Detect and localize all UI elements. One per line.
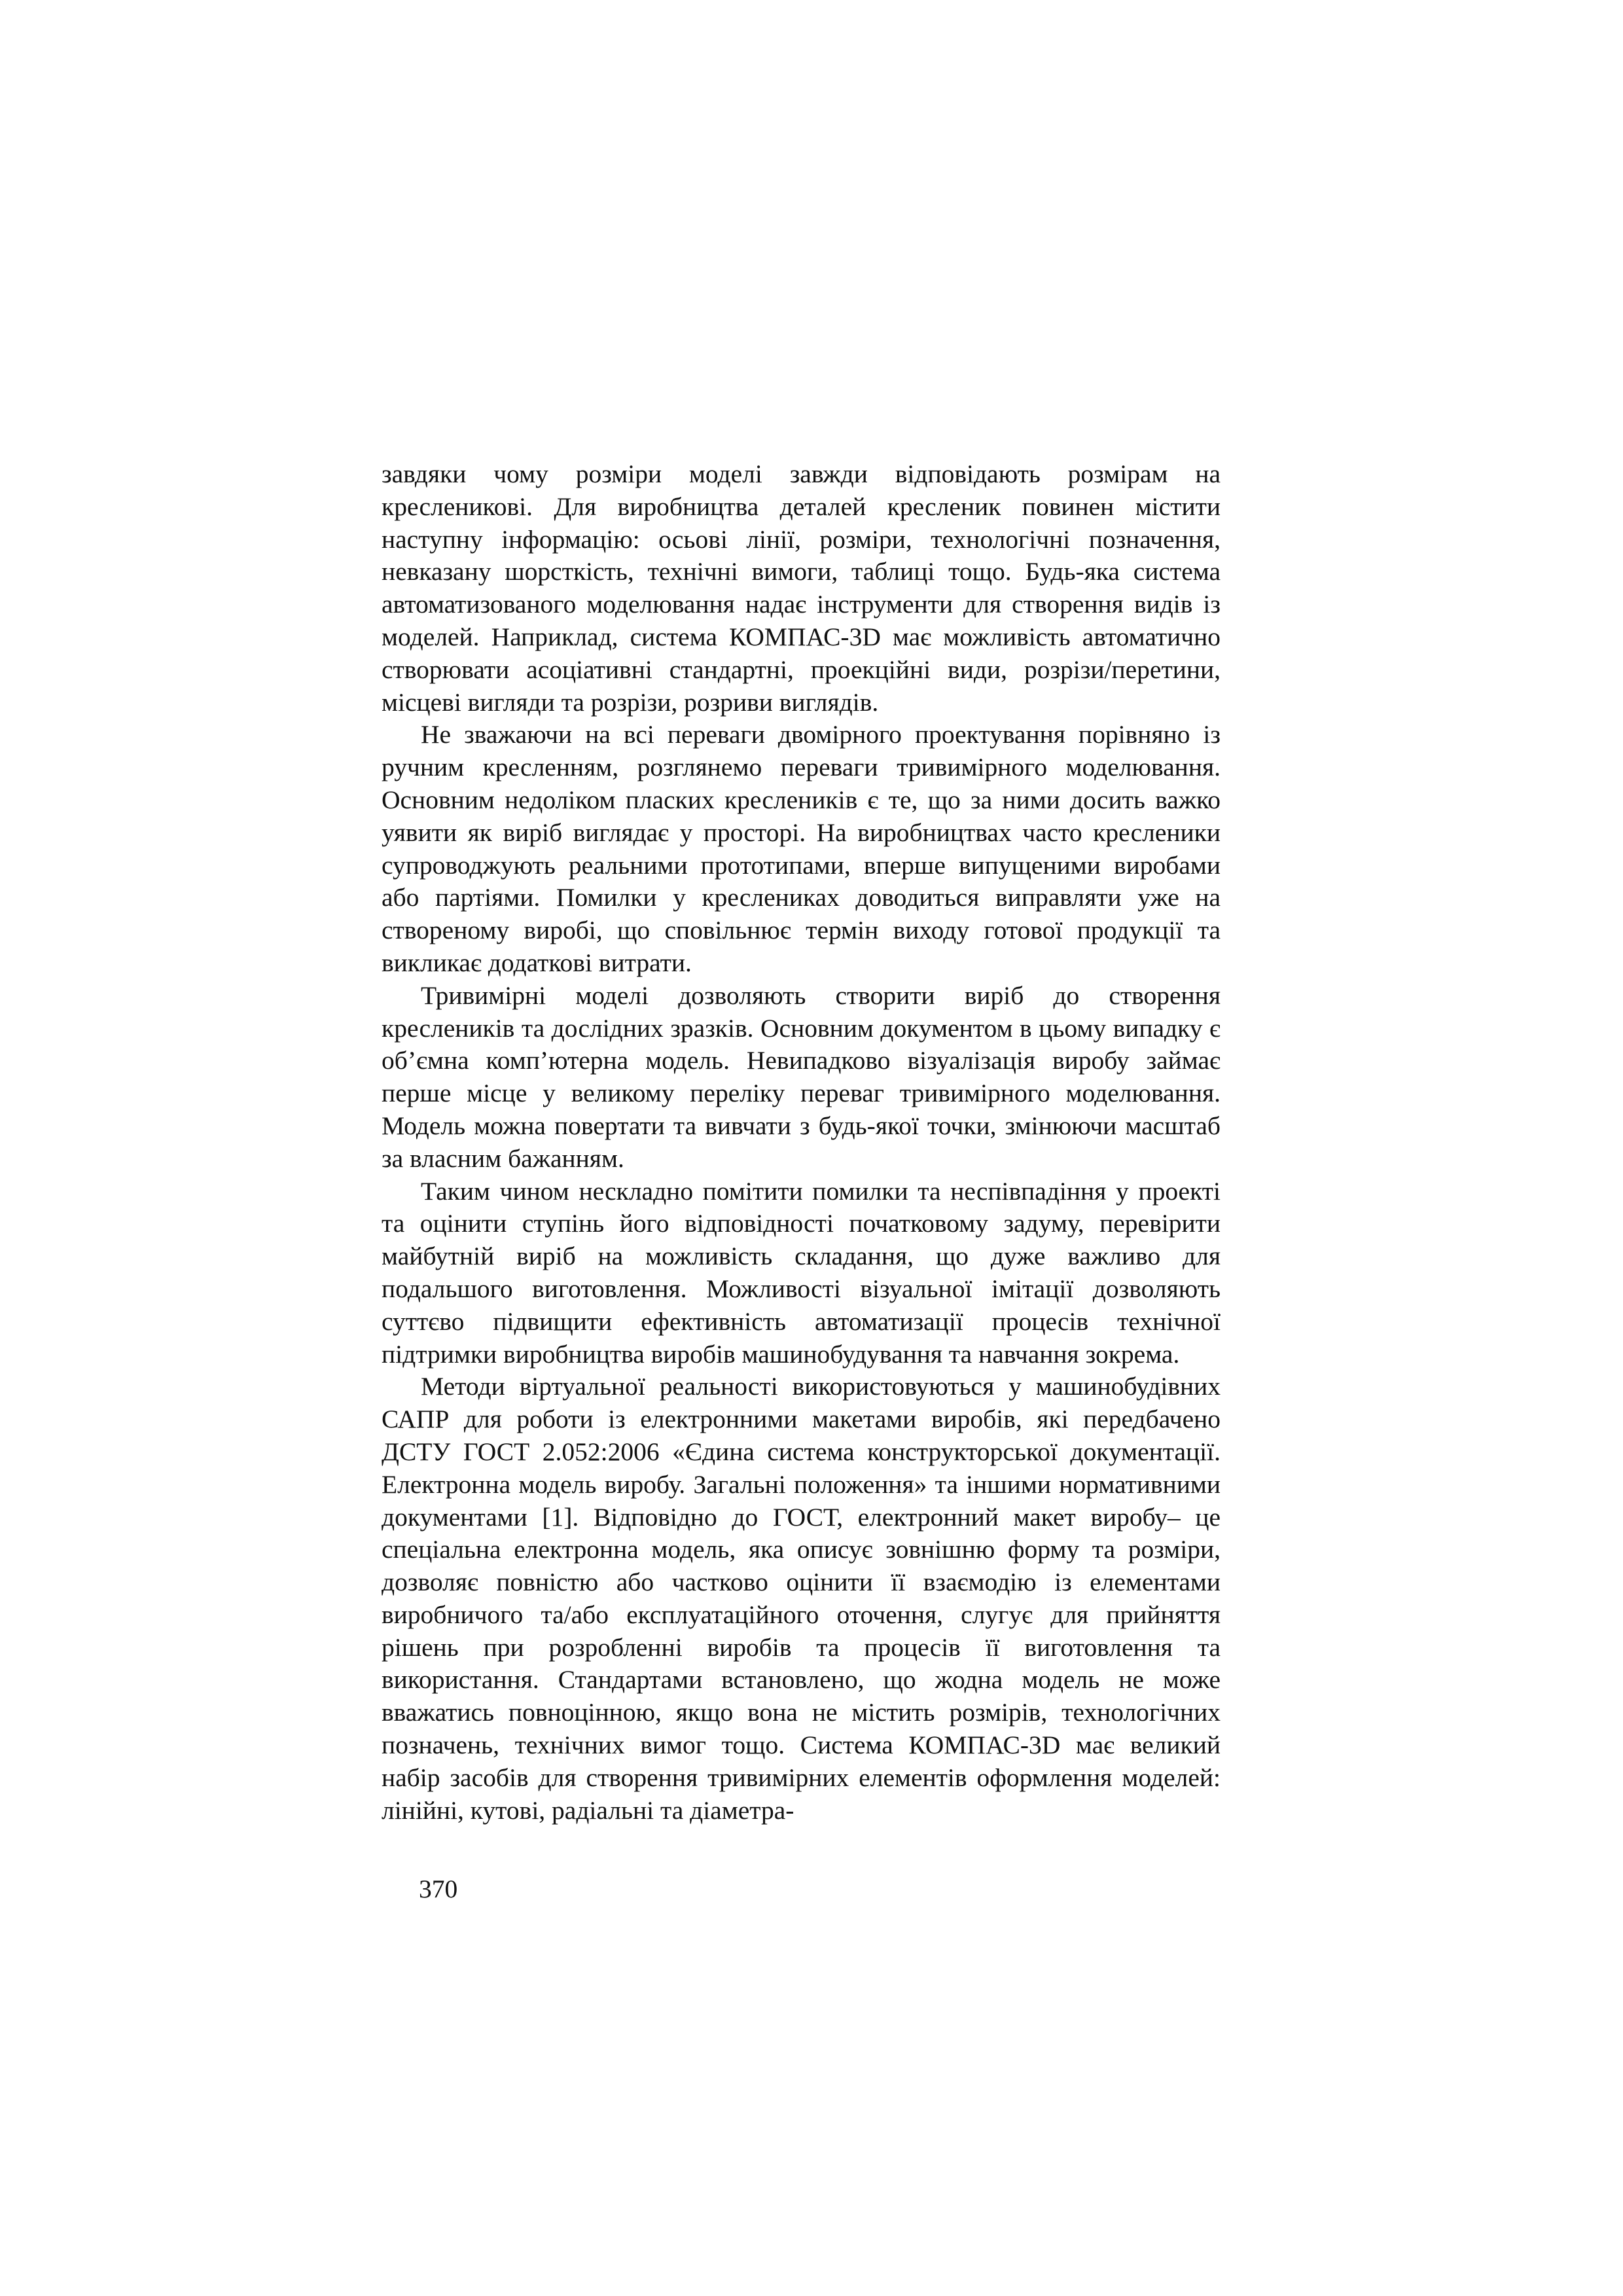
- paragraph-1: завдяки чому розміри моделі завжди відповідають розмірам на креслениковi. Для виробництва деталей кресленик повинен містити наступну інформацію: осьові лінії, розміри, технологічні позначення, невказану шорсткість, технічні вимоги, таблиці тощо. Будь-яка система автоматизованого моделювання надає інструменти для створення видів із моделей. Наприклад, система КОМПАС-3D має можливість автоматично створювати асоціативні стандартні, проекційні види, розрізи/перетини, місцеві вигляди та розрізи, розриви виглядів.: [382, 459, 1221, 717]
- page-number: 370: [419, 1874, 458, 1903]
- paragraph-2: Не зважаючи на всі переваги двомірного проектування порівняно із ручним кресленням, розглянемо переваги тривимірного моделювання. Основним недоліком пласких креслеників є те, що за ними досить важко уявити як виріб виглядає у просторі. На виробництвах часто кресленики супроводжують реальними прототипами, вперше випущеними виробами або партіями. Помилки у креслениках доводиться виправляти уже на створеному виробі, що сповільнює термін виходу готової продукції та викликає додаткові витрати.: [382, 720, 1221, 977]
- paragraph-5: Методи віртуальної реальності використовуються у машинобудівних САПР для роботи із електронними макетами виробів, які передбачено ДСТУ ГОСТ 2.052:2006 «Єдина система конструкторської документації. Електронна модель виробу. Загальні положення» та іншими нормативними документами [1]. Відповідно до ГОСТ, електронний макет виробу– це спеціальна електронна модель, яка описує зовнішню форму та розміри, дозволяє повністю або частково оцінити її взаємодію із елементами виробничого та/або експлуатаційного оточення, слугує для прийняття рішень при розробленні виробів та процесів її виготовлення та використання. Стандартами встановлено, що жодна модель не може вважатись повноцінною, якщо вона не містить розмірів, технологічних позначень, технічних вимог тощо. Система КОМПАС-3D має великий набір засобів для створення тривимірних елементів оформлення моделей: лінійні, кутові, радіальні та діаметра-: [382, 1372, 1221, 1825]
- paragraph-3: Тривимірні моделі дозволяють створити виріб до створення креслеників та дослідних зразків. Основним документом в цьому випадку є об’ємна комп’ютерна модель. Невипадково візуалізація виробу займає перше місце у великому переліку переваг тривимірного моделювання. Модель можна повертати та вивчати з будь-якої точки, змінюючи масштаб за власним бажанням.: [382, 980, 1221, 1173]
- paragraph-4: Таким чином нескладно помітити помилки та неспівпадіння у проекті та оцінити ступінь його відповідності початковому задуму, перевірити майбутній виріб на можливість складання, що дуже важливо для подальшого виготовлення. Можливості візуальної імітації дозволяють суттєво підвищити ефективність автоматизації процесів технічної підтримки виробництва виробів машинобудування та навчання зокрема.: [382, 1176, 1221, 1369]
- body-text: [382, 458, 1221, 1827]
